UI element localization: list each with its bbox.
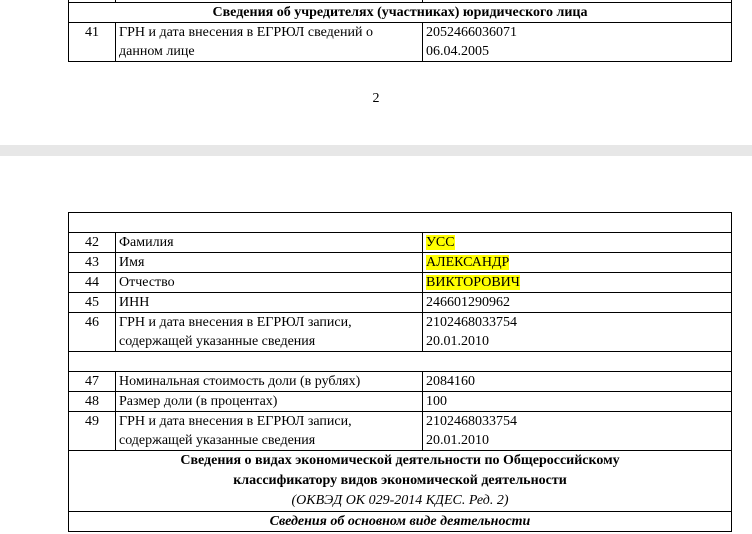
row-number: 46: [69, 313, 116, 352]
highlighted-text: ВИКТОРОВИЧ: [426, 275, 520, 290]
row-label: Отчество: [116, 273, 423, 293]
date-value: 20.01.2010: [426, 433, 489, 448]
row-number: 41: [69, 23, 116, 62]
label-line: содержащей указанные сведения: [119, 433, 316, 448]
row-label: [116, 23, 423, 62]
highlighted-text: УСС: [426, 235, 455, 250]
label-line: ГРН и дата внесения в ЕГРЮЛ записи,: [119, 414, 352, 429]
row-label: Размер доли (в процентах): [116, 392, 423, 412]
table-row: [69, 313, 732, 352]
row-number: 44: [69, 273, 116, 293]
date-value: 20.01.2010: [426, 334, 489, 349]
label-line: данном лице: [119, 44, 195, 59]
surname-value: [423, 233, 732, 253]
header-line-italic: (ОКВЭД ОК 029-2014 КДЕС. Ред. 2): [291, 493, 509, 508]
first-name-value: [423, 253, 732, 273]
row-number: 43: [69, 253, 116, 273]
highlighted-text: АЛЕКСАНДР: [426, 255, 510, 270]
row-label: Имя: [116, 253, 423, 273]
nominal-value: 2084160: [423, 372, 732, 392]
label-line: ГРН и дата внесения в ЕГРЮЛ сведений о: [119, 25, 373, 40]
table-row: [69, 253, 732, 273]
table-row: [69, 392, 732, 412]
label-line: ГРН и дата внесения в ЕГРЮЛ записи,: [119, 315, 352, 330]
section-header-row: [69, 3, 732, 23]
page-number: 2: [372, 91, 380, 106]
row-label: [116, 412, 423, 451]
share-percent-value: 100: [423, 392, 732, 412]
section-header-row: [69, 512, 732, 532]
table-row: [69, 273, 732, 293]
header-line: классификатору видов экономической деятельности: [233, 473, 567, 488]
table-row: [69, 233, 732, 253]
document-page-top: [0, 0, 752, 145]
extract-table-top: [68, 0, 732, 62]
row-number: 48: [69, 392, 116, 412]
grn-value: 2052466036071: [426, 25, 517, 40]
row-number: 45: [69, 293, 116, 313]
row-value: [423, 23, 732, 62]
patronymic-value: [423, 273, 732, 293]
grn-value: 2102468033754: [426, 414, 517, 429]
row-number: 47: [69, 372, 116, 392]
table-row: [69, 23, 732, 62]
extract-table-bottom: [68, 212, 732, 532]
empty-row: [69, 352, 732, 372]
okved-section-header: [69, 451, 732, 512]
inn-value: 246601290962: [423, 293, 732, 313]
row-value: [423, 412, 732, 451]
document-page-bottom: [0, 156, 752, 534]
grn-value: 2102468033754: [426, 315, 517, 330]
table-row: [69, 372, 732, 392]
row-number: 42: [69, 233, 116, 253]
date-value: 06.04.2005: [426, 44, 489, 59]
label-line: содержащей указанные сведения: [119, 334, 316, 349]
founders-section-header: Сведения об учредителях (участниках) юридического лица: [69, 3, 732, 23]
row-label: ИНН: [116, 293, 423, 313]
table-row: [69, 293, 732, 313]
main-activity-header: Сведения об основном виде деятельности: [69, 512, 732, 532]
page-separator: [0, 145, 752, 156]
row-value: [423, 313, 732, 352]
row-number: 49: [69, 412, 116, 451]
row-label: [116, 313, 423, 352]
section-header-row: [69, 451, 732, 512]
row-label: Номинальная стоимость доли (в рублях): [116, 372, 423, 392]
empty-row: [69, 213, 732, 233]
header-line: Сведения о видах экономической деятельности по Общероссийскому: [180, 453, 620, 468]
row-label: Фамилия: [116, 233, 423, 253]
table-row: [69, 412, 732, 451]
